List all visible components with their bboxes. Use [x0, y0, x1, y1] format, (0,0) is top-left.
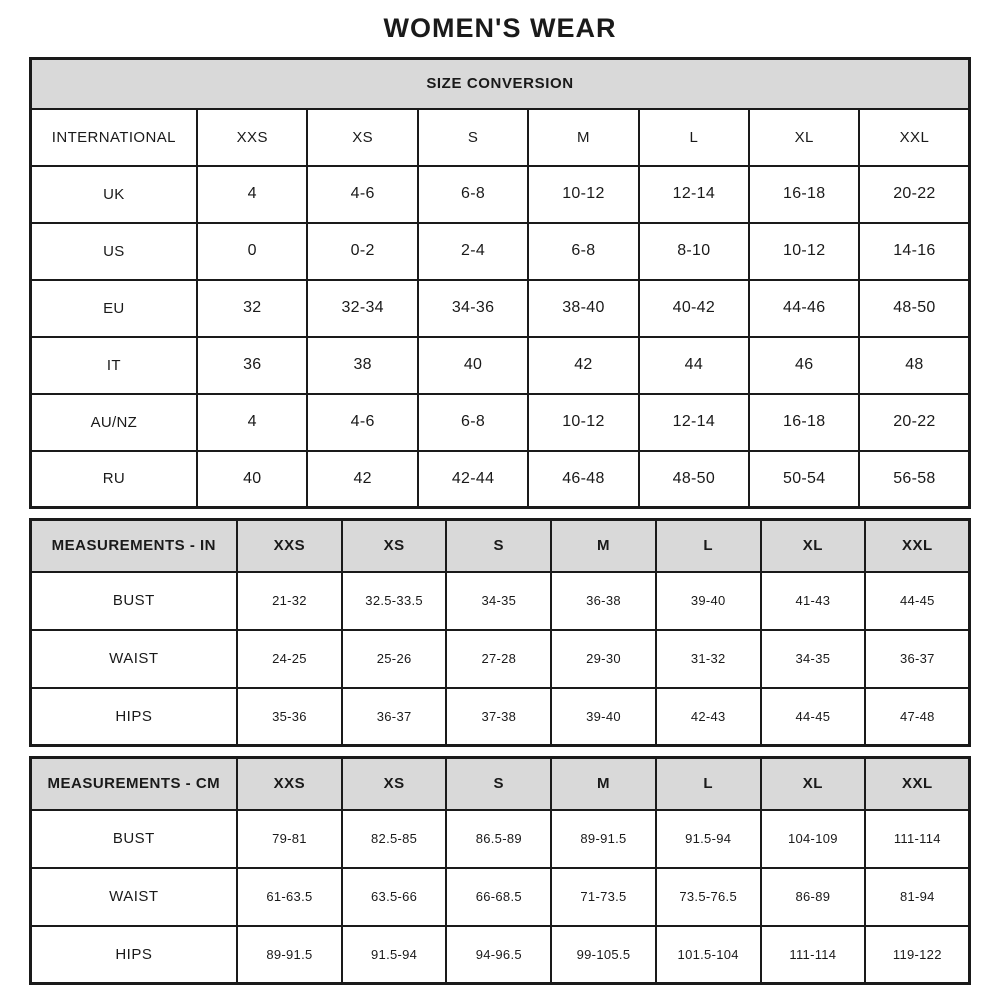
row-label: IT [30, 337, 197, 394]
value-cell: 71-73.5 [551, 868, 656, 926]
header-label-cell: INTERNATIONAL [30, 109, 197, 166]
value-cell: 25-26 [342, 630, 447, 688]
column-header: XL [761, 520, 866, 572]
value-cell: 10-12 [528, 394, 638, 451]
table-banner: SIZE CONVERSION [30, 59, 970, 109]
value-cell: 86-89 [761, 868, 866, 926]
value-cell: 66-68.5 [446, 868, 551, 926]
table-row [30, 868, 970, 926]
value-cell: 29-30 [551, 630, 656, 688]
row-label: RU [30, 451, 197, 508]
column-header-row [30, 520, 970, 572]
value-cell: 21-32 [237, 572, 342, 630]
value-cell: 4 [197, 394, 307, 451]
value-cell: 48-50 [639, 451, 749, 508]
value-cell: 94-96.5 [446, 926, 551, 984]
row-label: BUST [30, 572, 237, 630]
column-header: XXS [197, 109, 307, 166]
value-cell: 86.5-89 [446, 810, 551, 868]
row-label: AU/NZ [30, 394, 197, 451]
table-row [30, 810, 970, 868]
value-cell: 42-44 [418, 451, 528, 508]
column-header: XXL [865, 520, 970, 572]
value-cell: 2-4 [418, 223, 528, 280]
table-row [30, 166, 970, 223]
column-header: XL [761, 758, 866, 810]
value-cell: 42 [528, 337, 638, 394]
column-header: XS [342, 520, 447, 572]
column-header: XS [307, 109, 417, 166]
row-label: BUST [30, 810, 237, 868]
value-cell: 6-8 [418, 166, 528, 223]
value-cell: 48 [859, 337, 970, 394]
value-cell: 36-37 [865, 630, 970, 688]
row-label: HIPS [30, 688, 237, 746]
value-cell: 6-8 [528, 223, 638, 280]
value-cell: 38-40 [528, 280, 638, 337]
row-label: US [30, 223, 197, 280]
value-cell: 40 [418, 337, 528, 394]
table-row [30, 451, 970, 508]
column-header: M [551, 758, 656, 810]
value-cell: 16-18 [749, 394, 859, 451]
value-cell: 91.5-94 [656, 810, 761, 868]
value-cell: 16-18 [749, 166, 859, 223]
column-header-row [30, 109, 970, 166]
measurements-in-table [29, 518, 972, 747]
table-row [30, 280, 970, 337]
value-cell: 34-35 [446, 572, 551, 630]
value-cell: 0-2 [307, 223, 417, 280]
measurements-cm-table [29, 756, 972, 985]
row-label: WAIST [30, 868, 237, 926]
column-header: L [639, 109, 749, 166]
value-cell: 101.5-104 [656, 926, 761, 984]
value-cell: 46 [749, 337, 859, 394]
value-cell: 34-36 [418, 280, 528, 337]
column-header: XXS [237, 758, 342, 810]
value-cell: 12-14 [639, 394, 749, 451]
value-cell: 50-54 [749, 451, 859, 508]
row-label: EU [30, 280, 197, 337]
value-cell: 27-28 [446, 630, 551, 688]
value-cell: 10-12 [749, 223, 859, 280]
column-header: M [528, 109, 638, 166]
value-cell: 4 [197, 166, 307, 223]
value-cell: 35-36 [237, 688, 342, 746]
value-cell: 79-81 [237, 810, 342, 868]
value-cell: 24-25 [237, 630, 342, 688]
value-cell: 89-91.5 [551, 810, 656, 868]
value-cell: 36-37 [342, 688, 447, 746]
value-cell: 39-40 [551, 688, 656, 746]
value-cell: 42 [307, 451, 417, 508]
value-cell: 73.5-76.5 [656, 868, 761, 926]
column-header: S [446, 758, 551, 810]
value-cell: 20-22 [859, 166, 970, 223]
column-header: S [418, 109, 528, 166]
column-header: S [446, 520, 551, 572]
header-label-cell: MEASUREMENTS - IN [30, 520, 237, 572]
value-cell: 40-42 [639, 280, 749, 337]
value-cell: 111-114 [865, 810, 970, 868]
value-cell: 48-50 [859, 280, 970, 337]
value-cell: 104-109 [761, 810, 866, 868]
column-header: XXS [237, 520, 342, 572]
column-header: XXL [859, 109, 970, 166]
value-cell: 81-94 [865, 868, 970, 926]
value-cell: 20-22 [859, 394, 970, 451]
value-cell: 12-14 [639, 166, 749, 223]
value-cell: 40 [197, 451, 307, 508]
value-cell: 42-43 [656, 688, 761, 746]
column-header: L [656, 758, 761, 810]
value-cell: 111-114 [761, 926, 866, 984]
table-row [30, 394, 970, 451]
value-cell: 61-63.5 [237, 868, 342, 926]
row-label: HIPS [30, 926, 237, 984]
value-cell: 41-43 [761, 572, 866, 630]
table-row [30, 337, 970, 394]
value-cell: 37-38 [446, 688, 551, 746]
value-cell: 47-48 [865, 688, 970, 746]
value-cell: 10-12 [528, 166, 638, 223]
column-header-row [30, 758, 970, 810]
table-row [30, 926, 970, 984]
column-header: XS [342, 758, 447, 810]
value-cell: 36 [197, 337, 307, 394]
value-cell: 4-6 [307, 394, 417, 451]
value-cell: 14-16 [859, 223, 970, 280]
column-header: M [551, 520, 656, 572]
column-header: XL [749, 109, 859, 166]
value-cell: 119-122 [865, 926, 970, 984]
page-title: WOMEN'S WEAR [383, 13, 617, 43]
header-label-cell: MEASUREMENTS - CM [30, 758, 237, 810]
table-row [30, 223, 970, 280]
value-cell: 32 [197, 280, 307, 337]
value-cell: 89-91.5 [237, 926, 342, 984]
column-header: XXL [865, 758, 970, 810]
value-cell: 4-6 [307, 166, 417, 223]
column-header: L [656, 520, 761, 572]
value-cell: 44-46 [749, 280, 859, 337]
value-cell: 46-48 [528, 451, 638, 508]
value-cell: 0 [197, 223, 307, 280]
value-cell: 82.5-85 [342, 810, 447, 868]
value-cell: 63.5-66 [342, 868, 447, 926]
value-cell: 44-45 [865, 572, 970, 630]
table-row [30, 688, 970, 746]
value-cell: 56-58 [859, 451, 970, 508]
value-cell: 39-40 [656, 572, 761, 630]
table-row [30, 630, 970, 688]
value-cell: 44 [639, 337, 749, 394]
value-cell: 36-38 [551, 572, 656, 630]
value-cell: 34-35 [761, 630, 866, 688]
value-cell: 32.5-33.5 [342, 572, 447, 630]
value-cell: 44-45 [761, 688, 866, 746]
table-banner-row [30, 59, 970, 109]
value-cell: 6-8 [418, 394, 528, 451]
value-cell: 38 [307, 337, 417, 394]
row-label: WAIST [30, 630, 237, 688]
size-conversion-table [29, 57, 972, 509]
value-cell: 8-10 [639, 223, 749, 280]
table-row [30, 572, 970, 630]
value-cell: 32-34 [307, 280, 417, 337]
value-cell: 99-105.5 [551, 926, 656, 984]
value-cell: 31-32 [656, 630, 761, 688]
row-label: UK [30, 166, 197, 223]
value-cell: 91.5-94 [342, 926, 447, 984]
